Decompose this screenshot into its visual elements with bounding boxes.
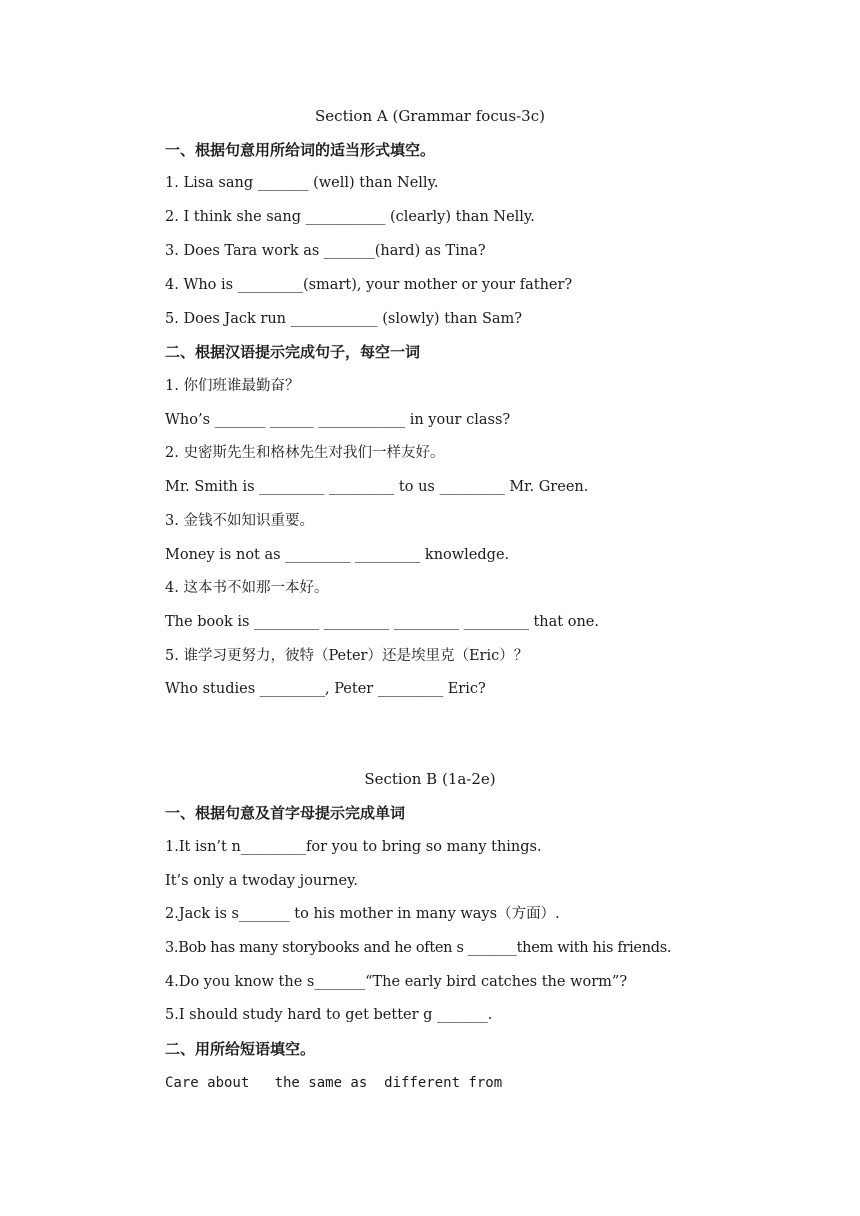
- exercise-item: 1. Lisa sang _______ (well) than Nelly.: [165, 175, 439, 191]
- exercise-item: 5. Does Jack run ____________ (slowly) than Sam?: [165, 311, 523, 327]
- exercise-item: Mr. Smith is _________ _________ to us _________ Mr. Green.: [165, 479, 589, 495]
- exercise-item: 5.I should study hard to get better g _______.: [165, 1007, 493, 1023]
- section-a-title: Section A (Grammar focus-3c): [315, 107, 545, 125]
- exercise-item: Money is not as _________ _________ knowledge.: [165, 547, 510, 563]
- prompt-chinese: 4. 这本书不如那一本好。: [165, 580, 329, 596]
- section-a-part2-heading: 二、根据汉语提示完成句子，每空一词: [165, 343, 421, 361]
- exercise-item: 2.Jack is s_______ to his mother in many ways（方面）.: [165, 906, 560, 922]
- section-b-part1-heading: 一、根据句意及首字母提示完成单词: [165, 804, 406, 822]
- exercise-item: 3. Does Tara work as _______(hard) as Tina?: [165, 243, 486, 259]
- exercise-item: 2. I think she sang ___________ (clearly) than Nelly.: [165, 209, 535, 225]
- prompt-chinese: 2. 史密斯先生和格林先生对我们一样友好。: [165, 445, 445, 461]
- phrase-bank: Care about the same as different from: [165, 1075, 503, 1091]
- prompt-chinese: 5. 谁学习更努力，彼特（Peter）还是埃里克（Eric）？: [165, 648, 529, 664]
- exercise-item: It’s only a twoday journey.: [165, 873, 358, 889]
- exercise-item: 1.It isn’t n_________for you to bring so many things.: [165, 839, 542, 855]
- exercise-item: Who’s _______ ______ ____________ in your class?: [165, 412, 511, 428]
- exercise-item: 4. Who is _________(smart), your mother or your father?: [165, 277, 573, 293]
- exercise-item: The book is _________ _________ _________ _________ that one.: [165, 614, 599, 630]
- section-a-part1-heading: 一、根据句意用所给词的适当形式填空。: [165, 141, 436, 159]
- prompt-chinese: 3. 金钱不如知识重要。: [165, 513, 314, 529]
- prompt-chinese: 1. 你们班谁最勤奋？: [165, 378, 300, 394]
- exercise-item: 4.Do you know the s_______“The early bird catches the worm”?: [165, 974, 628, 990]
- exercise-item: Who studies _________, Peter _________ Eric?: [165, 681, 486, 697]
- section-b-title: Section B (1a-2e): [364, 770, 496, 788]
- section-b-part2-heading: 二、用所给短语填空。: [165, 1040, 316, 1058]
- exercise-item: 3.Bob has many storybooks and he often s _______them with his friends.: [165, 940, 672, 956]
